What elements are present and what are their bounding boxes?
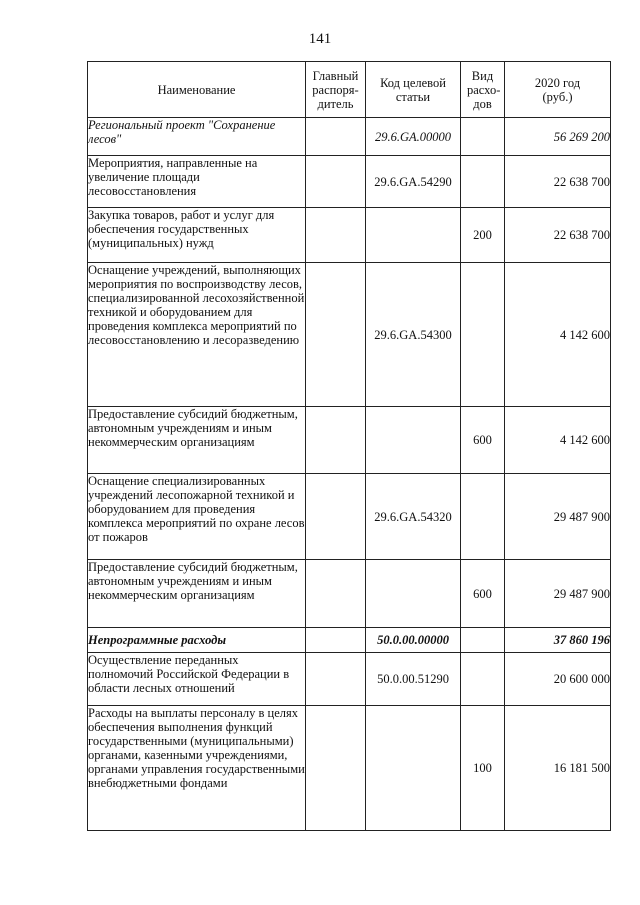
row-manager [306, 118, 366, 156]
row-name: Непрограммные расходы [88, 628, 306, 653]
row-name: Осуществление переданных полномочий Российской Федерации в области лесных отношений [88, 653, 306, 706]
row-amount: 29 487 900 [505, 560, 611, 628]
row-code [366, 208, 461, 263]
header-target-code: Код целевой статьи [366, 62, 461, 118]
table-row [88, 208, 611, 263]
row-amount: 56 269 200 [505, 118, 611, 156]
row-manager [306, 560, 366, 628]
row-name: Оснащение учреждений, выполняющих мероприятия по воспроизводству лесов, специализированной лесохозяйственной техникой и оборудованием для проведения комплекса мероприятий по лесовосстановлению и лесоразведению [88, 263, 306, 407]
row-name: Расходы на выплаты персоналу в целях обеспечения выполнения функций государственными (муниципальными) органами, казенными учреждениями, органами управления государственными внебюджетными фондами [88, 706, 306, 831]
row-code: 50.0.00.51290 [366, 653, 461, 706]
row-code: 29.6.GA.54300 [366, 263, 461, 407]
row-manager [306, 628, 366, 653]
table-row [88, 156, 611, 208]
row-type: 100 [461, 706, 505, 831]
row-manager [306, 263, 366, 407]
row-amount: 22 638 700 [505, 208, 611, 263]
header-main-manager: Главный распоря-дитель [306, 62, 366, 118]
row-code: 50.0.00.00000 [366, 628, 461, 653]
row-name: Региональный проект "Сохранение лесов" [88, 118, 306, 156]
table-row [88, 628, 611, 653]
row-amount: 37 860 196 [505, 628, 611, 653]
row-code [366, 706, 461, 831]
row-manager [306, 407, 366, 474]
row-type: 600 [461, 407, 505, 474]
row-manager [306, 208, 366, 263]
row-type [461, 263, 505, 407]
table-row [88, 118, 611, 156]
row-type [461, 628, 505, 653]
table-row [88, 474, 611, 560]
row-code [366, 407, 461, 474]
row-manager [306, 156, 366, 208]
row-name: Мероприятия, направленные на увеличение площади лесовосстановления [88, 156, 306, 208]
table-row [88, 560, 611, 628]
row-amount: 29 487 900 [505, 474, 611, 560]
row-amount: 4 142 600 [505, 407, 611, 474]
row-type: 200 [461, 208, 505, 263]
row-code: 29.6.GA.00000 [366, 118, 461, 156]
table-row [88, 706, 611, 831]
page-number: 141 [308, 31, 332, 47]
row-type [461, 118, 505, 156]
row-manager [306, 474, 366, 560]
header-year-2020: 2020 год (руб.) [505, 62, 611, 118]
budget-table [87, 61, 611, 831]
row-amount: 4 142 600 [505, 263, 611, 407]
row-type: 600 [461, 560, 505, 628]
row-amount: 22 638 700 [505, 156, 611, 208]
header-name: Наименование [88, 62, 306, 118]
row-name: Предоставление субсидий бюджетным, автономным учреждениям и иным некоммерческим организациям [88, 560, 306, 628]
row-code: 29.6.GA.54320 [366, 474, 461, 560]
table-row [88, 653, 611, 706]
row-type [461, 653, 505, 706]
row-name: Предоставление субсидий бюджетным, автономным учреждениям и иным некоммерческим организациям [88, 407, 306, 474]
table-row [88, 263, 611, 407]
row-name: Закупка товаров, работ и услуг для обеспечения государственных (муниципальных) нужд [88, 208, 306, 263]
row-code [366, 560, 461, 628]
row-amount: 20 600 000 [505, 653, 611, 706]
row-manager [306, 653, 366, 706]
row-code: 29.6.GA.54290 [366, 156, 461, 208]
header-expense-type: Вид расхо-дов [461, 62, 505, 118]
table-row [88, 407, 611, 474]
row-type [461, 474, 505, 560]
row-type [461, 156, 505, 208]
row-manager [306, 706, 366, 831]
table-header-row [88, 62, 611, 118]
row-name: Оснащение специализированных учреждений лесопожарной техникой и оборудованием для проведения комплекса мероприятий по охране лесов от пожаров [88, 474, 306, 560]
row-amount: 16 181 500 [505, 706, 611, 831]
